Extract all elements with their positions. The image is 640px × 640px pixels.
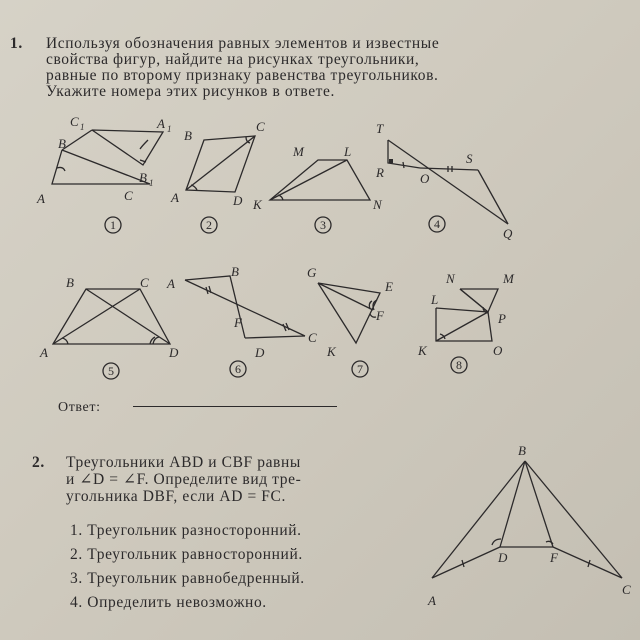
task2-label-a: A <box>428 593 436 608</box>
fig1-label-b: B <box>58 136 66 151</box>
figure-4 <box>375 121 513 241</box>
fig1-label-c1-sub: 1 <box>80 122 85 132</box>
figure-1 <box>36 114 172 233</box>
task1-number: 1. <box>10 35 23 52</box>
task1-line-2: свойства фигур, найдите на рисунках треугольники, <box>46 51 420 68</box>
fig5-label-d: D <box>169 345 179 360</box>
fig7-label-k: K <box>327 344 336 359</box>
task1-line-4: Укажите номера этих рисунков в ответе. <box>46 83 336 100</box>
fig8-caption: 8 <box>456 358 462 372</box>
fig6-caption: 6 <box>235 362 241 376</box>
fig3-caption: 3 <box>320 218 326 232</box>
answer-field[interactable] <box>133 406 337 407</box>
fig1-label-c1: C <box>70 114 79 129</box>
task2-option-2[interactable]: 2. Треугольник равносторонний. <box>70 546 303 563</box>
task2-figure <box>427 443 631 608</box>
fig8-label-l: L <box>431 292 439 307</box>
task1-line-3: равные по второму признаку равенства треугольников. <box>46 67 439 84</box>
figure-6 <box>166 264 317 377</box>
fig5-label-b: B <box>66 275 74 290</box>
fig1-label-c: C <box>124 188 133 203</box>
fig1-caption: 1 <box>110 218 116 232</box>
fig2-label-c: C <box>256 119 265 134</box>
fig8-label-k: K <box>418 343 427 358</box>
fig6-label-b: B <box>231 264 239 279</box>
fig4-label-q: Q <box>503 226 513 241</box>
fig1-label-a1-sub: 1 <box>167 124 172 134</box>
task2-line-3: угольника DBF, если AD = FC. <box>66 488 286 505</box>
fig5-caption: 5 <box>108 364 114 378</box>
fig2-caption: 2 <box>206 218 212 232</box>
fig4-label-t: T <box>376 121 384 136</box>
task2-option-3[interactable]: 3. Треугольник равнобедренный. <box>70 570 305 587</box>
fig8-label-n: N <box>446 271 455 286</box>
fig6-label-a: A <box>167 276 175 291</box>
fig7-label-e: E <box>385 279 393 294</box>
fig5-label-a: A <box>40 345 48 360</box>
fig4-label-s: S <box>466 151 473 166</box>
task2-label-c: C <box>622 582 631 597</box>
task2-number: 2. <box>32 454 45 471</box>
fig5-label-c: C <box>140 275 149 290</box>
fig8-label-o: O <box>493 343 503 358</box>
fig4-label-r: R <box>376 165 384 180</box>
figure-8 <box>417 271 515 373</box>
fig1-label-b1: B <box>139 170 147 185</box>
figure-5 <box>39 275 179 379</box>
fig6-label-d: D <box>255 345 265 360</box>
fig2-label-b: B <box>184 128 192 143</box>
task1-line-1: Используя обозначения равных элементов и известные <box>46 35 440 52</box>
fig4-caption: 4 <box>434 217 440 231</box>
task2-line-2: и ∠D = ∠F. Определите вид тре- <box>66 471 302 488</box>
fig6-label-c: C <box>308 330 317 345</box>
fig3-label-m: M <box>293 144 304 159</box>
task2-label-f: F <box>550 550 558 565</box>
fig7-caption: 7 <box>357 362 363 376</box>
fig1-label-b1-sub: 1 <box>149 178 154 188</box>
fig3-label-k: K <box>253 197 262 212</box>
task2-label-b: B <box>518 443 526 458</box>
fig8-label-m: M <box>503 271 514 286</box>
answer-label: Ответ: <box>58 400 101 415</box>
fig1-label-a1: A <box>157 116 165 131</box>
fig7-label-f: F <box>376 308 384 323</box>
fig7-label-g: G <box>307 265 317 280</box>
fig2-label-a: A <box>171 190 179 205</box>
fig2-label-d: D <box>233 193 243 208</box>
fig8-label-p: P <box>498 311 506 326</box>
task2-option-4[interactable]: 4. Определить невозможно. <box>70 594 267 611</box>
fig3-label-n: N <box>373 197 382 212</box>
task2-option-1[interactable]: 1. Треугольник разносторонний. <box>70 522 302 539</box>
fig6-label-f: F <box>234 315 242 330</box>
figure-3 <box>252 144 383 233</box>
fig1-label-a: A <box>37 191 45 206</box>
fig4-label-o: O <box>420 171 430 186</box>
figure-2 <box>170 119 265 233</box>
task2-line-1: Треугольники ABD и CBF равны <box>66 454 301 471</box>
task2-label-d: D <box>498 550 508 565</box>
fig3-label-l: L <box>344 144 352 159</box>
figure-7 <box>307 265 393 377</box>
